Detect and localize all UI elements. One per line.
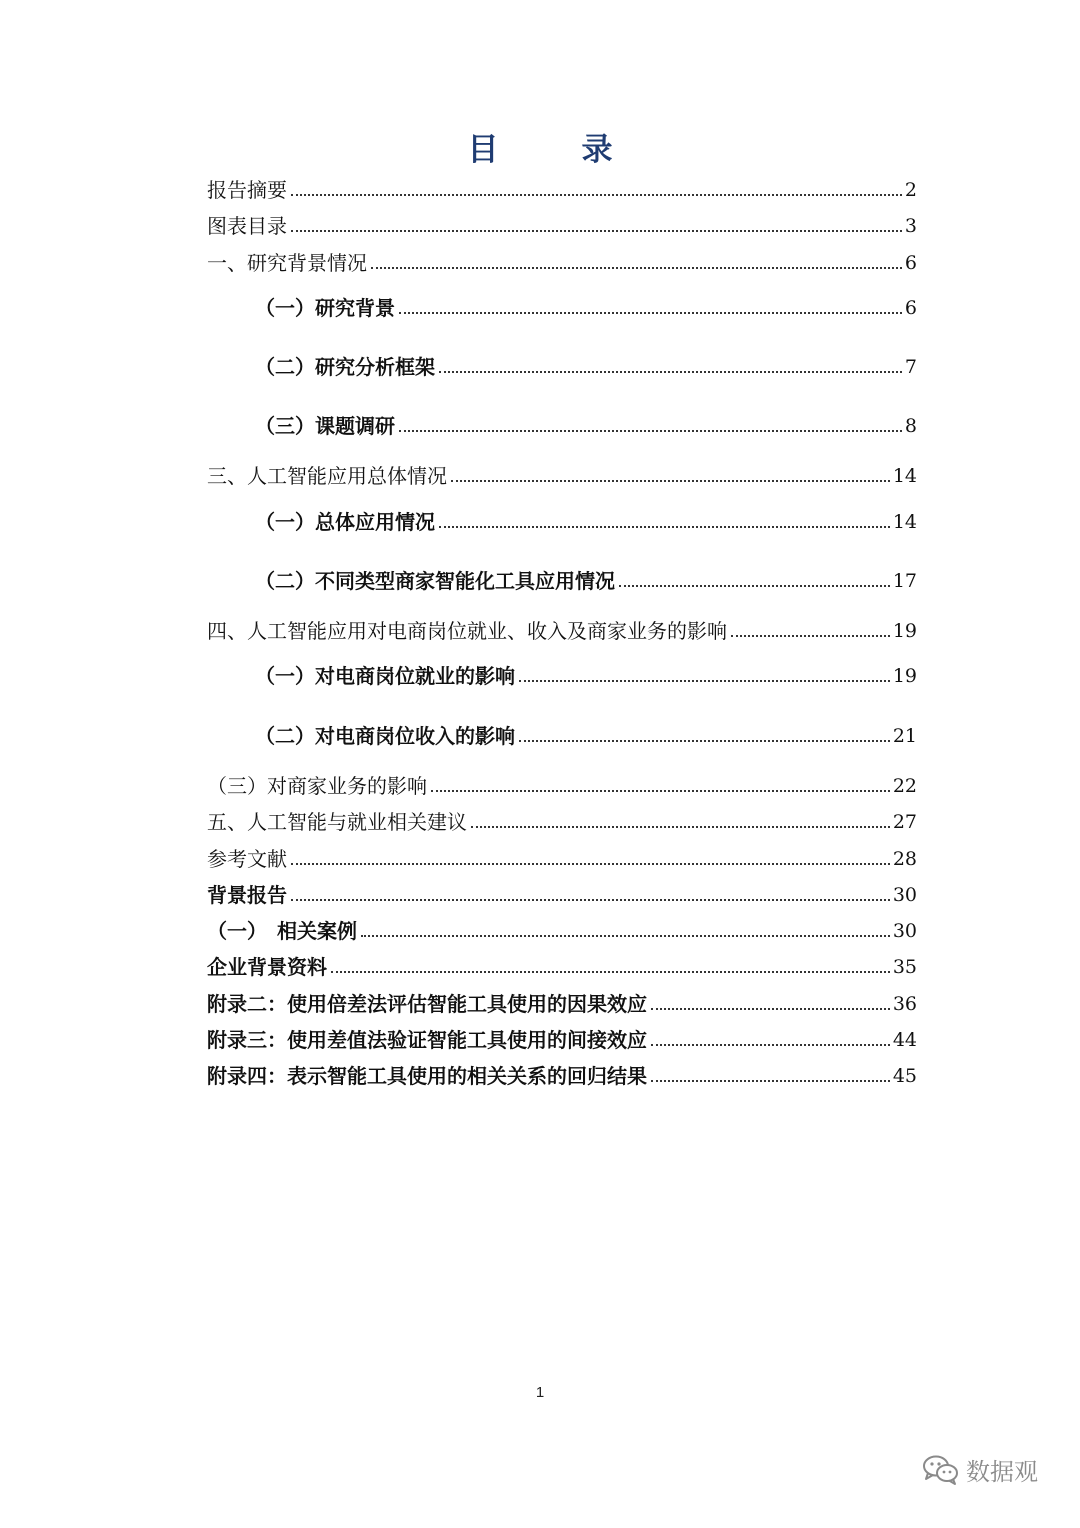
toc-entry-page: 8 [904,415,917,437]
toc-entry[interactable] [207,613,917,643]
toc-entry-page: 22 [892,775,917,797]
toc-entry-page: 17 [892,570,917,592]
toc-leader-dots [651,1080,890,1082]
toc-entry-text: 一、研究背景情况 [207,251,367,275]
toc-entry-text: 图表目录 [207,214,287,238]
toc-entry-text: （一） 相关案例 [207,919,357,943]
toc-leader-dots [291,899,890,901]
page-number: 1 [535,1384,545,1401]
toc-leader-dots [431,790,890,792]
toc-leader-dots [519,680,890,682]
toc-entry-text: 背景报告 [207,883,287,907]
toc-entry[interactable] [255,408,917,438]
toc-entry-page: 35 [892,956,917,978]
toc-entry[interactable] [255,658,917,688]
toc-leader-dots [439,526,890,528]
toc-entry-text: 三、人工智能应用总体情况 [207,464,447,488]
toc-leader-dots [291,863,890,865]
toc-leader-dots [619,585,890,587]
toc-entry-page: 6 [904,297,917,319]
toc-entry-text: 五、人工智能与就业相关建议 [207,810,467,834]
toc-entry-page: 44 [892,1029,917,1051]
toc-entry-page: 27 [892,811,917,833]
toc-entry-page: 14 [892,465,917,487]
toc-entry-text: （一）研究背景 [255,296,395,320]
toc-entry-page: 30 [892,920,917,942]
toc-entry[interactable] [207,172,917,202]
toc-entry-page: 14 [892,511,917,533]
watermark-text: 数据观 [966,1458,1038,1486]
toc-entry-page: 19 [892,620,917,642]
toc-entry[interactable] [255,563,917,593]
toc-entry-text: （一）总体应用情况 [255,510,435,534]
toc-entry[interactable] [207,208,917,238]
toc-leader-dots [371,267,902,269]
toc-leader-dots [731,635,890,637]
toc-entry[interactable] [207,913,917,943]
toc-entry[interactable] [207,949,917,979]
toc-entry[interactable] [207,804,917,834]
toc-entry[interactable] [255,290,917,320]
watermark [922,1452,1038,1487]
toc-entry-page: 30 [892,884,917,906]
toc-entry-page: 28 [892,848,917,870]
toc-entry-text: （二）不同类型商家智能化工具应用情况 [255,569,615,593]
toc-leader-dots [291,194,902,196]
toc-leader-dots [651,1044,890,1046]
toc-entry[interactable] [207,986,917,1016]
toc-entry-page: 2 [904,179,917,201]
toc-entry[interactable] [207,768,917,798]
toc-entry-text: 报告摘要 [207,178,287,202]
toc-title: 目 录 [467,132,639,168]
toc-entry-text: 附录二：使用倍差法评估智能工具使用的因果效应 [207,992,647,1016]
toc-leader-dots [519,740,890,742]
toc-entry-page: 19 [892,665,917,687]
toc-leader-dots [651,1008,890,1010]
toc-entry[interactable] [207,1022,917,1052]
toc-entry-text: 参考文献 [207,847,287,871]
toc-leader-dots [291,230,902,232]
toc-entry-text: （二）研究分析框架 [255,355,435,379]
toc-entry[interactable] [207,245,917,275]
toc-leader-dots [399,430,902,432]
toc-leader-dots [399,312,902,314]
toc-leader-dots [451,480,890,482]
toc-entry[interactable] [207,458,917,488]
toc-entry-text: （一）对电商岗位就业的影响 [255,664,515,688]
wechat-icon [922,1454,960,1486]
toc-entry[interactable] [207,1058,917,1088]
toc-entry-page: 6 [904,252,917,274]
toc-entry-text: （二）对电商岗位收入的影响 [255,724,515,748]
toc-entry-text: 附录三：使用差值法验证智能工具使用的间接效应 [207,1028,647,1052]
toc-entry-text: 企业背景资料 [207,955,327,979]
toc-entry-text: 四、人工智能应用对电商岗位就业、收入及商家业务的影响 [207,619,727,643]
toc-leader-dots [471,826,890,828]
toc-entry[interactable] [255,504,917,534]
toc-entry-page: 21 [892,725,917,747]
toc-entry[interactable] [207,841,917,871]
toc-entry-page: 3 [904,215,917,237]
toc-entry-page: 7 [904,356,917,378]
toc-entry-page: 45 [892,1065,917,1087]
toc-entry-text: （三）课题调研 [255,414,395,438]
toc-entry-text: （三）对商家业务的影响 [207,774,427,798]
toc-leader-dots [361,935,890,937]
toc-entry[interactable] [207,877,917,907]
toc-entry-text: 附录四：表示智能工具使用的相关关系的回归结果 [207,1064,647,1088]
toc-entry-page: 36 [892,993,917,1015]
toc-entry[interactable] [255,349,917,379]
toc-entry[interactable] [255,718,917,748]
toc-leader-dots [439,371,902,373]
toc-leader-dots [331,971,890,973]
